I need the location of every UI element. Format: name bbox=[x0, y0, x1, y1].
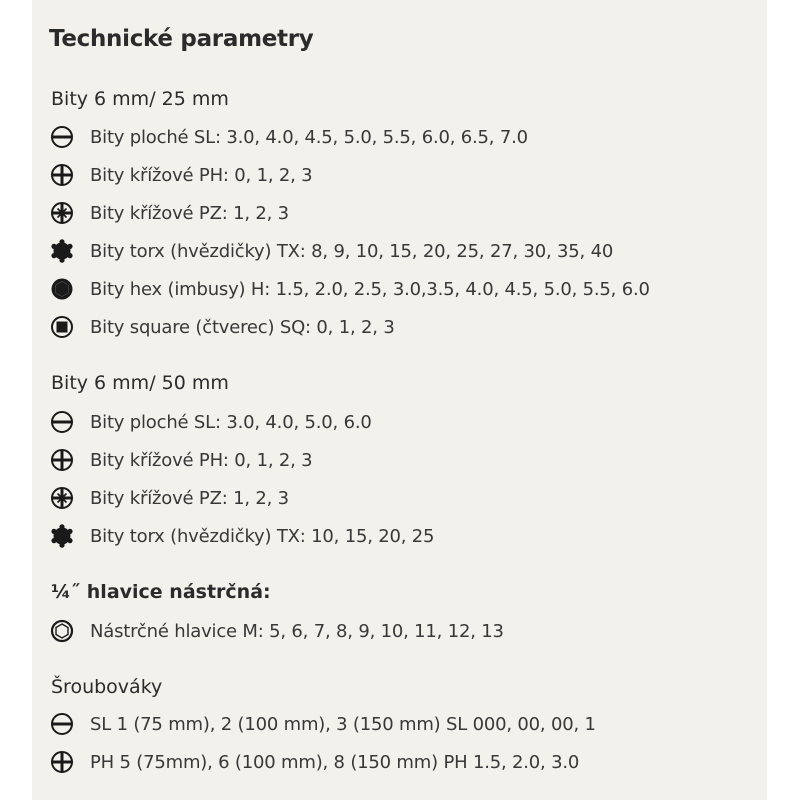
socket-icon bbox=[50, 619, 74, 643]
spec-row bbox=[50, 274, 650, 304]
section-heading-bits-50mm: Bity 6 mm/ 50 mm bbox=[51, 372, 229, 394]
spec-row bbox=[50, 407, 372, 437]
spec-row bbox=[50, 616, 504, 646]
spec-text: PH 5 (75mm), 6 (100 mm), 8 (150 mm) PH 1.5, 2.0, 3.0 bbox=[90, 751, 580, 773]
torx-icon bbox=[50, 239, 74, 263]
spec-row bbox=[50, 521, 434, 551]
section-heading-screwdrivers: Šroubováky bbox=[51, 676, 163, 698]
spec-text: Bity ploché SL: 3.0, 4.0, 4.5, 5.0, 5.5, 6.0, 6.5, 7.0 bbox=[90, 126, 528, 148]
spec-text: Bity křížové PH: 0, 1, 2, 3 bbox=[90, 449, 313, 471]
square-icon bbox=[50, 315, 74, 339]
pozidriv-icon bbox=[50, 201, 74, 225]
spec-text: Bity křížové PH: 0, 1, 2, 3 bbox=[90, 164, 313, 186]
slotted-icon bbox=[50, 410, 74, 434]
spec-row bbox=[50, 236, 613, 266]
phillips-icon bbox=[50, 163, 74, 187]
phillips-icon bbox=[50, 448, 74, 472]
spec-text: SL 1 (75 mm), 2 (100 mm), 3 (150 mm) SL 000, 00, 00, 1 bbox=[90, 713, 596, 735]
section-heading-socket: ¼˝ hlavice nástrčná: bbox=[51, 581, 271, 603]
spec-text: Bity torx (hvězdičky) TX: 10, 15, 20, 25 bbox=[90, 525, 435, 547]
spec-row bbox=[50, 312, 395, 342]
phillips-icon bbox=[50, 750, 74, 774]
spec-row bbox=[50, 122, 528, 152]
hex-icon bbox=[50, 277, 74, 301]
spec-text: Bity torx (hvězdičky) TX: 8, 9, 10, 15, 20, 25, 27, 30, 35, 40 bbox=[90, 240, 614, 262]
spec-row bbox=[50, 483, 289, 513]
spec-text: Bity hex (imbusy) H: 1.5, 2.0, 2.5, 3.0,3.5, 4.0, 4.5, 5.0, 5.5, 6.0 bbox=[90, 278, 650, 300]
spec-text: Bity křížové PZ: 1, 2, 3 bbox=[90, 487, 289, 509]
pozidriv-icon bbox=[50, 486, 74, 510]
spec-text: Bity křížové PZ: 1, 2, 3 bbox=[90, 202, 289, 224]
section-heading-bits-25mm: Bity 6 mm/ 25 mm bbox=[51, 88, 229, 110]
spec-text: Bity square (čtverec) SQ: 0, 1, 2, 3 bbox=[90, 316, 395, 338]
spec-row bbox=[50, 709, 596, 739]
page-title: Technické parametry bbox=[49, 26, 314, 52]
spec-row bbox=[50, 747, 579, 777]
spec-row bbox=[50, 160, 312, 190]
spec-row bbox=[50, 198, 289, 228]
spec-text: Bity ploché SL: 3.0, 4.0, 5.0, 6.0 bbox=[90, 411, 372, 433]
spec-row bbox=[50, 445, 312, 475]
slotted-icon bbox=[50, 125, 74, 149]
spec-text: Nástrčné hlavice M: 5, 6, 7, 8, 9, 10, 11, 12, 13 bbox=[90, 620, 504, 642]
slotted-icon bbox=[50, 712, 74, 736]
torx-icon bbox=[50, 524, 74, 548]
